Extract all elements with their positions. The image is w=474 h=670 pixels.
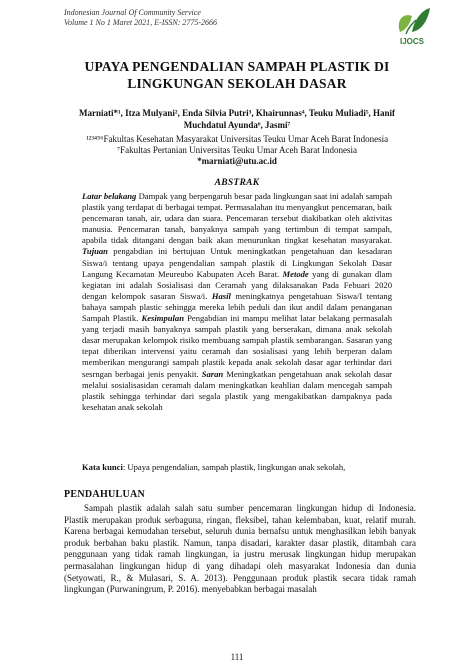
author-list: Marniati*¹, Itza Mulyani², Enda Silvia Putri³, Khairunnas⁴, Teuku Muliadi⁵, Hanif Muchdatul Ayunda⁶, Jasmi⁷ xyxy=(78,108,396,130)
title-line-1: UPAYA PENGENDALIAN SAMPAH PLASTIK DI xyxy=(84,59,390,74)
abstract-heading: ABSTRAK xyxy=(214,178,260,188)
journal-header xyxy=(64,8,217,28)
intro-paragraph: Sampah plastik adalah salah satu sumber pencemaran lingkungan hidup di Indonesia. Plastik merupakan produk serbaguna, ringan, fleksibel, tahan kelembaban, kuat, relatif murah. Karena berbagai kemudahan tersebut, seluruh dunia bernafsu untuk menghasilkan lebih banyak produk berbahan baku plastik. Namun, tanpa disadari, karakter dasar plastik, ditambah cara penggunaan yang tidak ramah lingkungan, ia justru merusak lingkungan hidup merupakan permasalahan lingkungan hidup di yang dihadapi oleh masyarakat Indonesia dan dunia (Setyowati, R., & Mulasari, S. A. 2013). Penggunaan produk plastik secara tidak ramah lingkungan (Purwaningrum, P. 2016). menyebabkan berbagai masalah xyxy=(64,503,416,595)
label-method: Metode xyxy=(282,268,309,279)
journal-issue: Volume 1 No 1 Maret 2021, E-ISSN: 2775-2666 xyxy=(64,18,218,27)
suggestion-text: Meningkatkan pengetahuan anak sekolah dasar melalui sosialisasidan ceramah dalam meningkatkan keahlian dalam mencegah sampah plastik sehingga terhindar dari segala plastik yang mengakibatkan dampaknya pada kesehatan anak sekolah xyxy=(82,368,392,412)
title-line-2: LINGKUNGAN SEKOLAH DASAR xyxy=(127,76,347,91)
result-text: meningkatnya pengetahuan Siswa/I tentang bahaya sampah plastic sehingga mereka lebih peduli dan ikut andil dalam penanganan Sampah Plastik. xyxy=(82,290,393,324)
label-background: Latar belakang xyxy=(82,191,137,201)
keywords xyxy=(82,462,402,473)
method-text: yang di gunakan dlam kegiatan ini adalah Sosialisasi dan Ceramah yang dilaksanakan Pada Febuari 2020 dengan kelompok sasaran Siswa/i. xyxy=(82,268,393,301)
section-heading: PENDAHULUAN xyxy=(64,489,146,500)
paper-title xyxy=(40,58,434,92)
corresponding-email: *marniati@utu.ac.id xyxy=(197,156,277,166)
logo-text: IJOCS xyxy=(399,37,424,46)
affiliation-1: ¹²³⁴⁵⁶Fakultas Kesehatan Masyarakat Universitas Teuku Umar Aceh Barat Indonesia xyxy=(85,134,389,144)
intro-body xyxy=(64,503,416,596)
affiliation-2: ⁷Fakultas Pertanian Universitas Teuku Umar Aceh Barat Indonesia xyxy=(116,145,358,155)
leaf-logo-icon xyxy=(392,6,432,38)
conclusion-text: Pengabdian ini mampu melihat latar belakang permasalah yang terjadi masih banyaknya sampah plastik yang berserakan, dimana anak sekolah dasar merupakan kelompok risiko membuang sampah plastik sembarangan. Sasaran yang tepat diberikan intervensi yaitu ceramah dan sosialisasi yang lebih berperan dalam memberikan mengurangi sampah plastik kepada anak sekolah dasar agar terhindar dari sesrngan berbagai jenis penyakit. xyxy=(82,313,392,379)
journal-logo xyxy=(392,6,432,50)
background-text: Dampak yang berpengaruh besar pada lingkungan saat ini adalah sampah plastik yang terdapat di berbagai tempat. Permasalahan itu menyangkut pencemaran, baik pencemaran tanah, air, udara dan suara. Pencemaran tersebut diakibatkan oleh aktivitas manusia. Pencemaran tanah, banyaknya sampah yang tertimbun di tempat sampah, apabila tidak ditangani dengan baik akan menurunkan tingkat kesehatan masyarakat. xyxy=(82,191,392,246)
page-number: 111 xyxy=(230,652,244,662)
label-result: Hasil xyxy=(211,290,231,301)
label-conclusion: Kesimpulan xyxy=(141,313,184,324)
label-purpose: Tujuan xyxy=(82,246,108,257)
keywords-label: Kata kunci xyxy=(82,462,123,472)
abstract-body xyxy=(82,191,392,413)
label-suggestion: Saran xyxy=(201,368,224,379)
purpose-text: pengabdian ini bertujuan Untuk meningkatkan pengetahuan dan kesadaran Siswa/i tentang upaya pengendalian sampah plastik di Lingkungan Sekolah Dasar Langung Kecamatan Meureubo Kabupaten Aceh Barat. xyxy=(82,246,392,279)
journal-name: Indonesian Journal Of Community Service xyxy=(64,8,201,17)
keywords-text: : Upaya pengendalian, sampah plastik, lingkungan anak sekolah, xyxy=(122,462,346,472)
